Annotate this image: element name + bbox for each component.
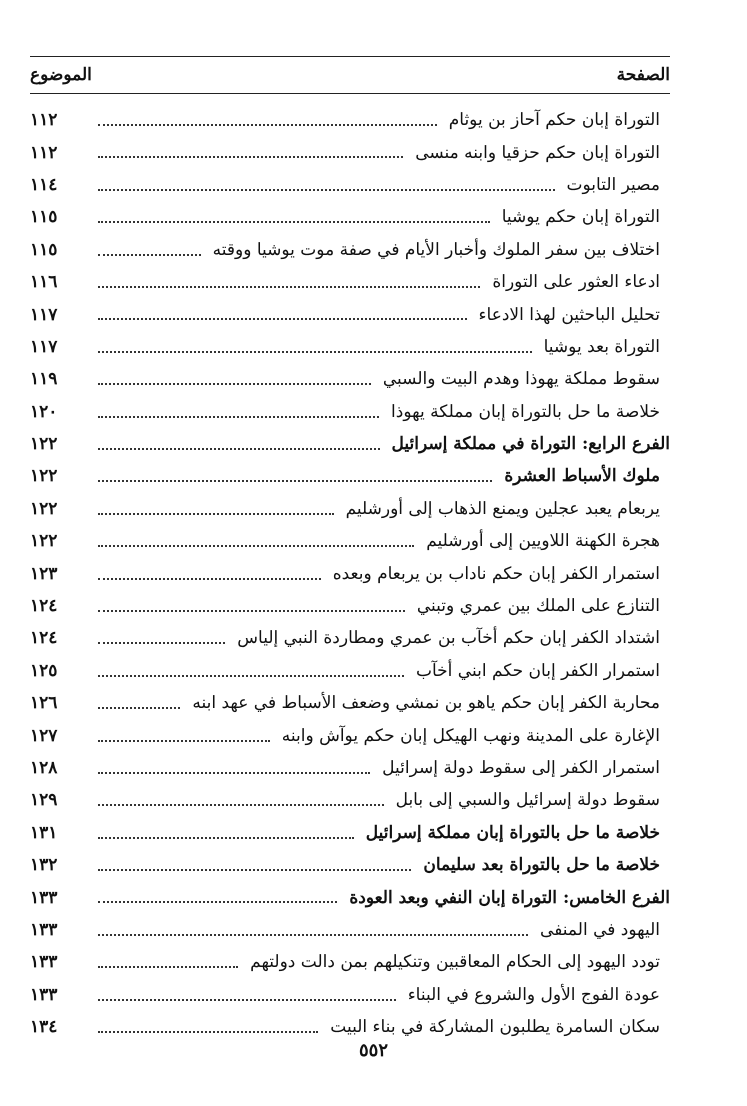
dot-leader [98, 946, 238, 978]
toc-entry-title: خلاصة ما حل بالتوراة إبان مملكة إسرائيل [365, 822, 660, 843]
toc-entry [30, 428, 670, 460]
toc-entry [30, 201, 670, 233]
toc-entry-page: ١١٧ [30, 304, 58, 325]
toc-entry-title: اليهود في المنفى [540, 919, 660, 940]
toc-entry [30, 363, 670, 395]
toc-entry [30, 104, 670, 136]
toc-entry-title: محاربة الكفر إبان حكم ياهو بن نمشي وضعف الأسباط في عهد ابنه [192, 693, 660, 714]
dot-leader [98, 590, 405, 622]
dot-leader [98, 104, 437, 136]
dot-leader [98, 914, 528, 946]
dot-leader [98, 525, 414, 557]
dot-leader [98, 1011, 318, 1043]
toc-entry [30, 946, 670, 978]
toc-entry-title: استمرار الكفر إبان حكم ناداب بن يربعام وبعده [332, 563, 660, 584]
toc-entry [30, 979, 670, 1011]
toc-entry-page: ١٢٧ [30, 725, 58, 746]
toc-entry-title: التوراة إبان حكم آحاز بن يوثام [448, 110, 660, 131]
toc-entry-page: ١٣٣ [30, 919, 58, 940]
dot-leader [98, 849, 411, 881]
toc-entry [30, 687, 670, 719]
toc-entry-page: ١٢٠ [30, 401, 58, 422]
toc-entry-page: ١١٤ [30, 174, 58, 195]
toc-entry-title: يربعام يعبد عجلين ويمنع الذهاب إلى أورشليم [345, 498, 660, 519]
toc-entry-page: ١٣٤ [30, 1017, 58, 1038]
toc-entry [30, 849, 670, 881]
dot-leader [98, 460, 492, 492]
dot-leader [98, 687, 180, 719]
toc-entry-title: الإغارة على المدينة ونهب الهيكل إبان حكم يوآش وابنه [281, 725, 660, 746]
toc-entry-title: خلاصة ما حل بالتوراة بعد سليمان [423, 855, 660, 876]
toc-entry [30, 914, 670, 946]
toc-entry-page: ١٢٦ [30, 693, 58, 714]
toc-entry-title: مصير التابوت [566, 174, 660, 195]
toc-entry [30, 622, 670, 654]
dot-leader [98, 493, 334, 525]
toc-entry-page: ١٣٣ [30, 887, 58, 908]
toc-entry [30, 752, 670, 784]
toc-entry [30, 590, 670, 622]
toc-entry-page: ١٣٢ [30, 855, 58, 876]
toc-entry-page: ١١٢ [30, 110, 58, 131]
toc-entry-page: ١١٥ [30, 207, 58, 228]
toc-entry-title: سكان السامرة يطلبون المشاركة في بناء البيت [330, 1017, 660, 1038]
toc-entry [30, 1011, 670, 1043]
toc-entry-page: ١٢٥ [30, 660, 58, 681]
toc-entry-page: ١٢٣ [30, 563, 58, 584]
toc-entry [30, 298, 670, 330]
toc-entry-page: ١١٥ [30, 239, 58, 260]
toc-entry [30, 331, 670, 363]
dot-leader [98, 136, 403, 168]
toc-entry-page: ١٢٢ [30, 434, 58, 455]
dot-leader [98, 363, 371, 395]
toc-entry-title: سقوط دولة إسرائيل والسبي إلى بابل [395, 790, 660, 811]
toc-entry-title: اشتداد الكفر إبان حكم أخآب بن عمري ومطاردة النبي إلياس [237, 628, 660, 649]
dot-leader [98, 557, 321, 589]
dot-leader [98, 298, 467, 330]
dot-leader [98, 428, 380, 460]
toc-entry-title: التوراة إبان حكم حزقيا وابنه منسى [415, 142, 660, 163]
toc-entry [30, 234, 670, 266]
toc-entry-title: الفرع الخامس: التوراة إبان النفي وبعد العودة [349, 887, 670, 908]
toc-entry [30, 266, 670, 298]
toc-entry-page: ١٢٢ [30, 466, 58, 487]
toc-entry-title: التوراة إبان حكم يوشيا [501, 207, 660, 228]
toc-entry [30, 881, 670, 913]
toc-entry-page: ١٣١ [30, 822, 58, 843]
toc-entry-page: ١١٩ [30, 369, 58, 390]
dot-leader [98, 201, 490, 233]
dot-leader [98, 719, 270, 751]
toc-entry-title: تحليل الباحثين لهذا الادعاء [478, 304, 660, 325]
toc-entry-page: ١١٢ [30, 142, 58, 163]
toc-entry [30, 136, 670, 168]
toc-entry [30, 817, 670, 849]
toc-entry-title: خلاصة ما حل بالتوراة إبان مملكة يهوذا [391, 401, 660, 422]
toc-entry-page: ١٢٨ [30, 758, 58, 778]
toc-entry-title: استمرار الكفر إبان حكم ابني أخآب [415, 660, 660, 681]
toc-entry [30, 493, 670, 525]
toc-entry [30, 719, 670, 751]
toc-entry [30, 655, 670, 687]
toc-entry-page: ١٣٣ [30, 952, 58, 973]
toc-entry-title: سقوط مملكة يهوذا وهدم البيت والسبي [382, 369, 660, 390]
dot-leader [98, 752, 370, 784]
toc-entry-page: ١٢٤ [30, 596, 58, 617]
toc-entry-title: ملوك الأسباط العشرة [504, 466, 660, 487]
toc-entry-title: ادعاء العثور على التوراة [492, 272, 660, 293]
table-of-contents [30, 104, 670, 1043]
toc-entry-page: ١١٦ [30, 272, 58, 293]
toc-entry-page: ١١٧ [30, 336, 58, 357]
toc-entry [30, 396, 670, 428]
page-column-label: الصفحة [616, 65, 670, 85]
toc-entry [30, 784, 670, 816]
dot-leader [98, 817, 354, 849]
toc-entry [30, 169, 670, 201]
toc-entry-title: اختلاف بين سفر الملوك وأخبار الأيام في صفة موت يوشيا ووقته [212, 239, 660, 260]
page-number: ٥٥٢ [358, 1040, 388, 1061]
dot-leader [98, 784, 384, 816]
toc-entry-title: استمرار الكفر إلى سقوط دولة إسرائيل [382, 758, 660, 778]
toc-entry-page: ١٢٤ [30, 628, 58, 649]
toc-header [30, 56, 670, 94]
toc-entry-page: ١٣٣ [30, 984, 58, 1005]
toc-entry-title: التنازع على الملك بين عمري وتبني [416, 596, 660, 617]
toc-entry-title: تودد اليهود إلى الحكام المعاقبين وتنكيلهم بمن دالت دولتهم [250, 952, 660, 973]
dot-leader [98, 396, 379, 428]
toc-entry-page: ١٢٢ [30, 531, 58, 552]
toc-entry [30, 525, 670, 557]
dot-leader [98, 331, 532, 363]
toc-entry-title: عودة الفوج الأول والشروع في البناء [407, 984, 660, 1005]
dot-leader [98, 622, 225, 654]
toc-entry [30, 557, 670, 589]
dot-leader [98, 881, 337, 913]
toc-entry-title: هجرة الكهنة اللاويين إلى أورشليم [426, 531, 660, 552]
dot-leader [98, 655, 404, 687]
dot-leader [98, 234, 201, 266]
toc-entry [30, 460, 670, 492]
toc-entry-title: التوراة بعد يوشيا [543, 336, 660, 357]
dot-leader [98, 266, 480, 298]
dot-leader [98, 169, 555, 201]
toc-entry-page: ١٢٢ [30, 498, 58, 519]
toc-entry-title: الفرع الرابع: التوراة في مملكة إسرائيل [391, 434, 670, 455]
dot-leader [98, 979, 396, 1011]
toc-entry-page: ١٢٩ [30, 790, 58, 811]
topic-column-label: الموضوع [30, 65, 92, 85]
